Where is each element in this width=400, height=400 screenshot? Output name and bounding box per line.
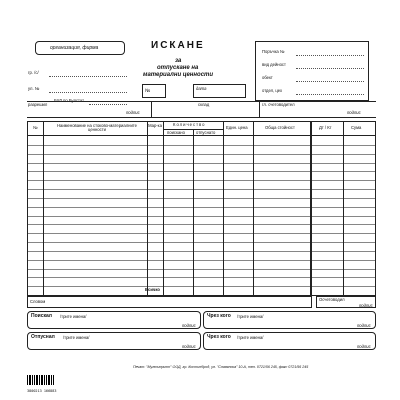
released-by-sign: подпис — [182, 344, 196, 349]
auth-row-divider-2 — [259, 101, 260, 117]
table-row — [27, 216, 376, 217]
date-label: дата — [196, 86, 207, 91]
chief-accountant-sign-label: подпис — [347, 110, 361, 115]
requested-via-hint: /трите имена/ — [237, 314, 264, 319]
table-row — [27, 260, 376, 261]
street-field-label: ул. № — [28, 86, 40, 91]
requisition-form — [27, 33, 376, 373]
requested-by-hint: /трите имена/ — [60, 314, 87, 319]
subtitle-line-2: отпускане на — [157, 65, 199, 71]
accounted-label: Осчетоводил — [319, 297, 345, 302]
col-header-sum: Сума — [351, 125, 362, 130]
organization-label: организация, фирма — [50, 45, 99, 51]
released-by-label: Отпуснал — [31, 334, 55, 340]
printer-note: Печат: "Мултипринт" ООД, гр. Костинброд, ул. "Славянска" 10-А, тел. 0721/56 245, факс 0721/56 245 — [133, 365, 309, 369]
auth-row-bottom-border — [27, 117, 376, 118]
table-row — [27, 207, 376, 208]
street-field-line — [49, 92, 127, 93]
number-box — [142, 84, 166, 98]
col-header-released: отпуснато — [196, 130, 216, 135]
requested-by-box — [27, 311, 201, 329]
in-words-box — [27, 296, 312, 308]
activity-type-line — [296, 68, 364, 69]
col-header-unit-price: Един. цена — [226, 125, 248, 130]
department-label: отдел, цех — [262, 88, 283, 93]
city-field-label: гр. /с/ — [28, 70, 39, 75]
city-field-line — [49, 76, 127, 77]
released-by-box — [27, 332, 201, 350]
warehouse-label: склад — [198, 102, 210, 107]
site-line — [296, 81, 364, 82]
table-row — [27, 286, 376, 287]
approved-label: разрешил — [28, 102, 48, 107]
department-line — [296, 94, 364, 95]
table-row — [27, 180, 376, 181]
accounted-box — [316, 296, 376, 308]
order-info-box — [255, 41, 369, 101]
table-row — [27, 198, 376, 199]
table-row — [27, 189, 376, 190]
table-row — [27, 224, 376, 225]
total-label: Всичко — [145, 287, 160, 292]
chief-accountant-label: гл. счетоводител — [262, 102, 295, 107]
table-row — [27, 154, 376, 155]
table-row — [27, 277, 376, 278]
col-header-brand: Мар-ка — [148, 123, 162, 128]
received-via-box — [203, 332, 376, 350]
received-via-sign: подпис — [357, 344, 371, 349]
table-row — [27, 145, 376, 146]
table-row — [27, 251, 376, 252]
number-label: № — [145, 88, 151, 94]
subtitle-line-1: за — [175, 58, 182, 64]
accounted-sign-label: подпис — [359, 303, 373, 308]
table-row — [27, 242, 376, 243]
form-title: ИСКАНЕ — [151, 40, 205, 51]
date-box — [193, 84, 246, 98]
requested-via-sign: подпис — [357, 323, 371, 328]
approved-sign-label: подпис — [126, 110, 140, 115]
table-row — [27, 233, 376, 234]
table-row — [27, 269, 376, 270]
order-number-label: Поръчка № — [262, 49, 285, 54]
col-header-total-value: Обща стойност — [265, 125, 295, 130]
col-header-no: № — [33, 125, 38, 130]
col-header-name: Наименование на стоково-материалните ценности — [56, 123, 137, 133]
site-label: обект — [262, 75, 273, 80]
requested-via-box — [203, 311, 376, 329]
table-row — [27, 171, 376, 172]
organization-box — [35, 41, 125, 55]
received-via-label: Чрез кого — [207, 334, 231, 340]
barcode-number: 3800213 166883 — [27, 389, 57, 393]
requested-by-label: Поискал — [31, 313, 52, 319]
barcode-image — [27, 375, 59, 389]
released-by-hint: /трите имена/ — [63, 335, 90, 340]
requested-by-sign: подпис — [182, 323, 196, 328]
requested-via-label: Чрез кого — [207, 313, 231, 319]
activity-type-label: вид дейност — [262, 62, 286, 67]
col-header-quantity: Количество — [173, 122, 206, 127]
bulstat-field-line — [89, 104, 127, 105]
in-words-label: Словом — [30, 299, 46, 304]
auth-row-divider-1 — [151, 101, 152, 117]
table-row — [27, 163, 376, 164]
subtitle-line-3: материални ценности — [143, 72, 214, 78]
order-number-line — [296, 55, 364, 56]
received-via-hint: /трите имена/ — [237, 335, 264, 340]
col-header-requested: поискано — [167, 130, 185, 135]
col-header-dt-kt: Дт / Кт — [319, 125, 332, 130]
